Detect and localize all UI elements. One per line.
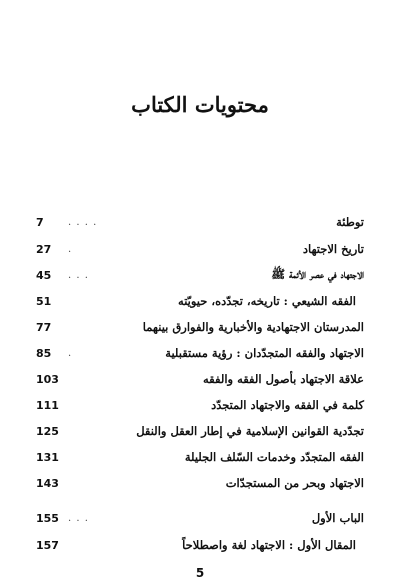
toc-entry-page: 111 bbox=[36, 398, 59, 412]
toc-entry[interactable] bbox=[36, 420, 364, 442]
toc-entry-leader: . . . . bbox=[68, 216, 98, 228]
toc-entry-label: علاقة الاجتهاد بأصول الفقه والفقه bbox=[203, 372, 364, 386]
toc-entry-page: 77 bbox=[36, 320, 52, 334]
toc-entry-page: 157 bbox=[36, 538, 59, 552]
toc-entry-label: تجدّدية القوانين الإسلامية في إطار العقل والنقل bbox=[136, 424, 364, 438]
toc-entry[interactable] bbox=[36, 238, 364, 260]
toc-entry[interactable] bbox=[36, 211, 364, 233]
toc-entry-label: الفقه الشيعي : تاريخه، تجدّده، حيويّته bbox=[178, 294, 356, 308]
toc-entry-leader: . bbox=[68, 347, 73, 359]
toc-entry-label: الباب الأول bbox=[311, 511, 364, 525]
toc-entry-page: 125 bbox=[36, 424, 59, 438]
toc-entry-page: 103 bbox=[36, 372, 59, 386]
toc-entry[interactable] bbox=[36, 534, 356, 556]
toc-entry-page: 155 bbox=[36, 511, 59, 525]
toc-entry-page: 45 bbox=[36, 268, 52, 282]
toc-entry-page: 7 bbox=[36, 215, 44, 229]
toc-entry-label: تاريخ الاجتهاد bbox=[302, 242, 364, 256]
toc-entry-label: كلمة في الفقه والاجتهاد المتجدّد bbox=[211, 398, 364, 412]
toc-entry[interactable] bbox=[36, 290, 356, 312]
toc-entry-label: الاجتهاد وبحر من المستجدّات bbox=[225, 476, 364, 490]
toc-entry-label: المدرستان الاجتهادية والأخبارية والفوارق بينهما bbox=[142, 320, 364, 334]
page-title: محتويات الكتاب bbox=[131, 92, 269, 117]
toc-entry[interactable] bbox=[36, 316, 364, 338]
toc-entry[interactable] bbox=[36, 446, 364, 468]
toc-entry-leader: . . . bbox=[68, 512, 89, 524]
toc-entry-label: توطئة bbox=[336, 215, 364, 229]
page-number: 5 bbox=[195, 566, 205, 580]
toc-entry-label: الاجتهاد والفقه المتجدّدان : رؤية مستقبلية bbox=[165, 346, 364, 360]
toc-entry-page: 131 bbox=[36, 450, 59, 464]
toc-entry[interactable] bbox=[36, 472, 364, 494]
toc-entry-page: 51 bbox=[36, 294, 52, 308]
toc-entry-page: 27 bbox=[36, 242, 52, 256]
toc-entry-page: 143 bbox=[36, 476, 59, 490]
toc-entry-page: 85 bbox=[36, 346, 52, 360]
toc-entry[interactable] bbox=[36, 368, 364, 390]
toc-entry[interactable] bbox=[36, 394, 364, 416]
toc-entry[interactable] bbox=[36, 264, 364, 286]
toc-entry-label: المقال الأول : الاجتهاد لغة واصطلاحاً bbox=[182, 538, 356, 552]
toc-entry-leader: . . . bbox=[68, 269, 89, 281]
toc-entry-label: الاجتهاد في عصر الأئمة ﷺ bbox=[271, 266, 364, 281]
toc-entry-leader: . bbox=[68, 243, 73, 255]
toc-section-entry[interactable] bbox=[36, 507, 364, 529]
toc-entry-label: الفقه المتجدّد وخدمات السّلف الجليلة bbox=[184, 450, 364, 464]
toc-entry[interactable] bbox=[36, 342, 364, 364]
